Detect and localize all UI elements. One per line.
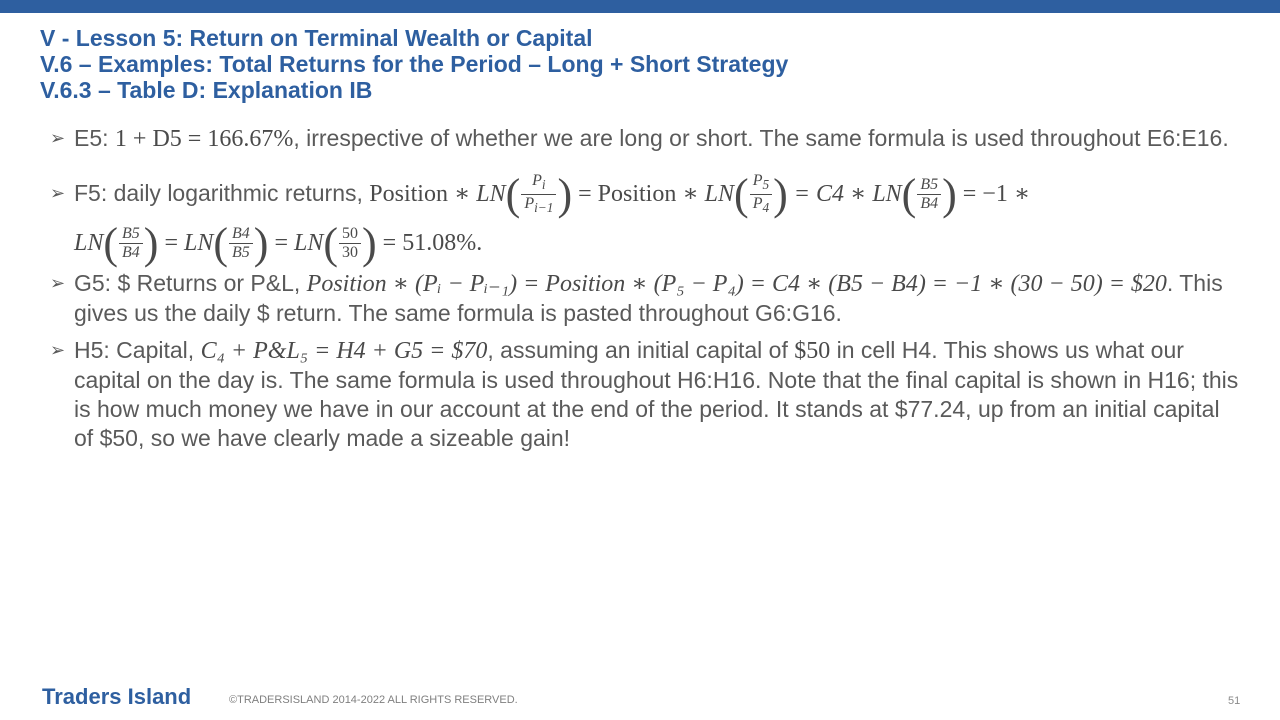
bullet-g5 <box>50 269 1245 328</box>
formula-part: = C4 ∗ <box>787 181 873 207</box>
ln-function: LN <box>74 230 104 256</box>
formula-result: = 51.08%. <box>376 230 483 256</box>
formula: $50 <box>794 338 831 364</box>
formula-part: = −1 ∗ <box>956 181 1031 207</box>
bullet-arrow-icon: ➢ <box>50 340 66 360</box>
ln-function: LN <box>704 181 735 207</box>
bullet-label: F5: daily logarithmic returns, <box>74 180 370 206</box>
bullet-label: H5: Capital, <box>74 337 201 363</box>
footer-copyright: ©TRADERSISLAND 2014-2022 ALL RIGHTS RESERVED. <box>229 694 518 706</box>
title-line-2: V.6 – Examples: Total Returns for the Period – Long + Short Strategy <box>40 51 789 77</box>
ln-function: LN <box>476 181 506 207</box>
fraction: $\frac{50}{30}$ <box>339 225 361 262</box>
formula: 1 + D5 = 166.67% <box>114 126 294 152</box>
slide-title <box>40 25 1260 103</box>
bullet-label: E5: <box>74 125 115 151</box>
title-line-1: V - Lesson 5: Return on Terminal Wealth or Capital <box>40 25 593 51</box>
fraction: $\frac{B4}{B5}$ <box>229 225 253 262</box>
bullet-arrow-icon: ➢ <box>50 273 66 293</box>
bullet-f5: ➢ F5: daily logarithmic returns, Position ∗ LN( $\frac{P_i}{P_{i-1}}$ ) = Position ∗ LN( $\frac{P_5}{P_4}$ ) = C4 ∗ LN( $\frac{B5}{B4}$ ) = −1 ∗ LN( $\frac{B5}{B4}$ ) = LN( $\frac{B4}{B5}$ ) = LN( $\frac{50}{30}$ ) = 51.08%. <box>50 169 1031 268</box>
bullet-label: G5: $ Returns or P&L, <box>74 270 307 296</box>
formula: C₄ + P&L₅ = H4 + G5 = $70 <box>200 338 488 364</box>
formula-part: = Position ∗ <box>572 181 705 207</box>
page-number: 51 <box>1228 695 1241 707</box>
footer-logo: Traders Island <box>42 684 192 709</box>
ln-function: LN <box>872 181 902 207</box>
bullet-arrow-icon: ➢ <box>50 128 66 148</box>
formula-part: Position ∗ <box>369 181 477 207</box>
formula-part: = <box>158 230 184 256</box>
fraction: $\frac{P_5}{P_4}$ <box>750 172 772 217</box>
fraction: $\frac{B5}{B4}$ <box>119 225 143 262</box>
bullet-text: . This gives us the daily $ return. The same formula is pasted throughout G6:G16. <box>74 270 1223 326</box>
bullet-e5 <box>50 124 1245 154</box>
ln-function: LN <box>184 230 214 256</box>
formula: Position ∗ (Pᵢ − Pᵢ₋₁) = Position ∗ (P₅ − P₄) = C4 ∗ (B5 − B4) = −1 ∗ (30 − 50) = $20 <box>306 271 1167 297</box>
bullet-list <box>50 124 1245 453</box>
bullet-arrow-icon: ➢ <box>50 183 66 203</box>
ln-function: LN <box>294 230 324 256</box>
bullet-text: in cell H4. This shows us what our capital on the day is. The same formula is used throughout H6:H16. Note that the final capital is shown in H16; this is how much money we have in our account at the end of the period. It stands at $77.24, up from an initial capital of $50, so we have clearly made a sizeable gain! <box>74 337 1239 451</box>
bullet-text: , assuming an initial capital of <box>487 337 795 363</box>
fraction: $\frac{P_i}{P_{i-1}}$ <box>521 172 556 217</box>
fraction: $\frac{B5}{B4}$ <box>917 176 941 213</box>
bullet-h5 <box>50 336 1245 453</box>
title-line-3: V.6.3 – Table D: Explanation IB <box>40 77 373 103</box>
bullet-text: , irrespective of whether we are long or short. The same formula is used throughout E6:E16. <box>293 125 1229 151</box>
top-accent-bar <box>0 0 1280 13</box>
formula-part: = <box>268 230 294 256</box>
